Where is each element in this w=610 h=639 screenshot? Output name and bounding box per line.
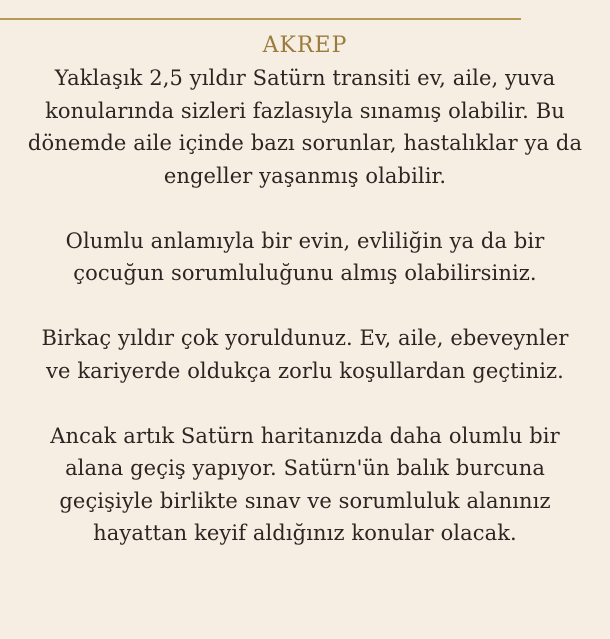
paragraph-3 [8, 322, 602, 387]
paragraph-line: Olumlu anlamıyla bir evin, evliliğin ya da bir [65, 228, 545, 253]
paragraph-line: Ancak artık Satürn haritanızda daha olumlu bir [50, 423, 560, 448]
paragraph-1 [8, 62, 602, 192]
paragraph-2 [8, 225, 602, 290]
paragraph-line: alana geçiş yapıyor. Satürn'ün balık burcuna [65, 456, 545, 480]
horoscope-body [8, 62, 602, 550]
paragraph-line: engeller yaşanmış olabilir. [163, 163, 447, 188]
paragraph-line: hayattan keyif aldığınız konular olacak. [93, 521, 517, 545]
paragraph-spacer [8, 290, 602, 323]
paragraph-line: geçişiyle birlikte sınav ve sorumluluk alanınız [59, 488, 551, 513]
paragraph-spacer [8, 387, 602, 420]
paragraph-line: dönemde aile içinde bazı sorunlar, hastalıklar ya da [27, 131, 583, 155]
paragraph-line: çocuğun sorumluluğunu almış olabilirsiniz. [73, 261, 537, 285]
sign-heading: AKREP [262, 33, 348, 58]
paragraph-line: Yaklaşık 2,5 yıldır Satürn transiti ev, aile, yuva [54, 66, 556, 90]
paragraph-4 [8, 420, 602, 550]
top-divider-rule [0, 18, 521, 20]
paragraph-line: ve kariyerde oldukça zorlu koşullardan geçtiniz. [46, 358, 564, 383]
paragraph-spacer [8, 192, 602, 225]
paragraph-line: konularında sizleri fazlasıyla sınamış olabilir. Bu [45, 98, 565, 123]
paragraph-line: Birkaç yıldır çok yoruldunuz. Ev, aile, ebeveynler [41, 326, 569, 350]
